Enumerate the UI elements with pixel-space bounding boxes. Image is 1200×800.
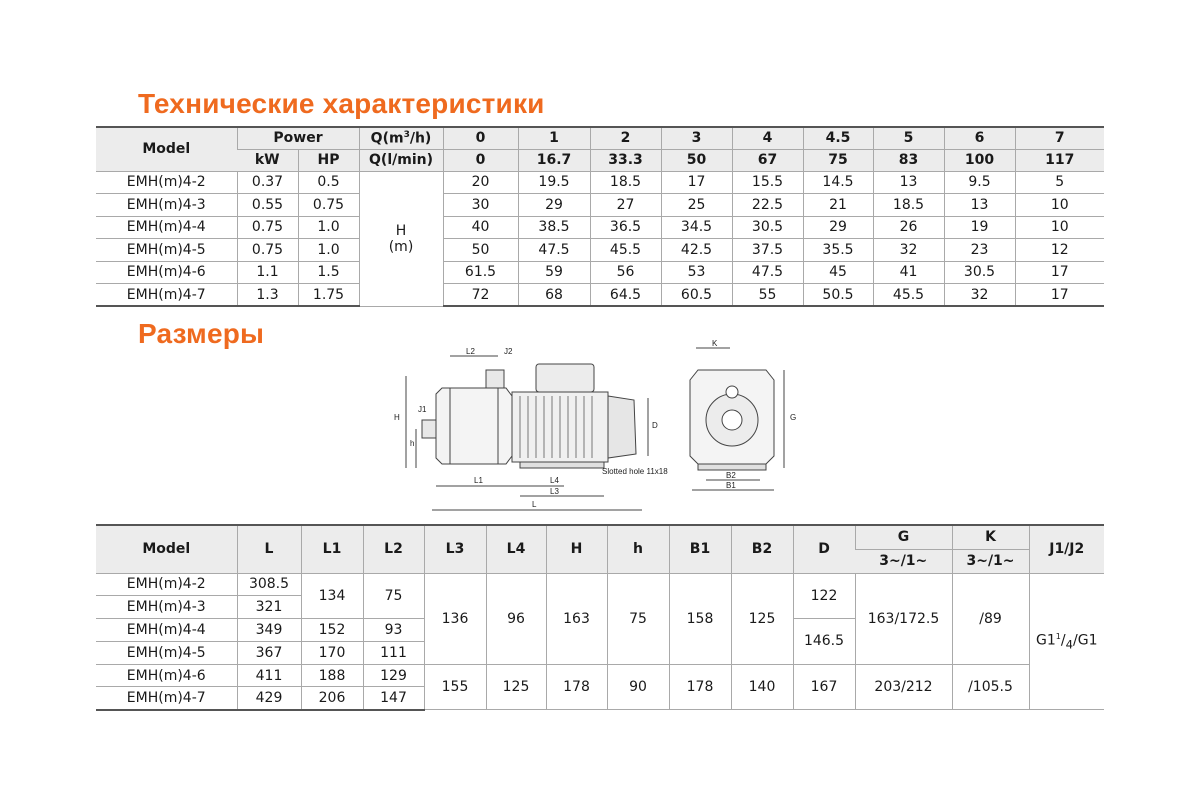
cell-l4: 96 — [486, 573, 546, 664]
cell-head-value: 10 — [1015, 194, 1104, 217]
col-subheader-k: 3~/1~ — [952, 549, 1029, 573]
col-header-g: G — [855, 525, 952, 549]
head-symbol: H — [395, 222, 407, 239]
cell-head-value: 27 — [590, 194, 661, 217]
dimensions-header-row-1 — [96, 525, 1104, 549]
col-header-b2: B2 — [731, 525, 793, 573]
col-header-power: Power — [237, 127, 359, 149]
cell-kw: 0.37 — [237, 171, 298, 194]
cell-head-value: 32 — [944, 284, 1015, 307]
cell-head-value: 30.5 — [944, 261, 1015, 284]
cell-b1: 158 — [669, 573, 731, 664]
q-lmin-value: 117 — [1015, 149, 1104, 171]
q-m3h-value: 4.5 — [803, 127, 873, 149]
head-unit: (m) — [388, 238, 414, 255]
col-header-l4: L4 — [486, 525, 546, 573]
cell-j1-j2: $G1^1/_4/G1$ — [1029, 573, 1104, 710]
cell-head-value: 14.5 — [803, 171, 873, 194]
cell-head-value: 13 — [873, 171, 944, 194]
table-row — [96, 664, 1104, 687]
cell-kw: 1.1 — [237, 261, 298, 284]
cell-d: 146.5 — [793, 619, 855, 665]
cell-l2: 75 — [363, 573, 424, 619]
table-row — [96, 284, 1104, 307]
cell-g: 163/172.5 — [855, 573, 952, 664]
cell-l: 367 — [237, 641, 301, 664]
dim-label-l3: L3 — [550, 487, 559, 496]
col-subheader-g: 3~/1~ — [855, 549, 952, 573]
cell-head-value: 30.5 — [732, 216, 803, 239]
cell-head-value: 9.5 — [944, 171, 1015, 194]
table-row — [96, 261, 1104, 284]
q-lmin-value: 67 — [732, 149, 803, 171]
cell-hp: 0.5 — [298, 171, 359, 194]
q-m3h-value: 4 — [732, 127, 803, 149]
cell-d: 122 — [793, 573, 855, 619]
cell-head-value: 45.5 — [873, 284, 944, 307]
dim-label-k: K — [712, 339, 718, 348]
dim-label-l4: L4 — [550, 476, 559, 485]
col-header-q-lmin: Q(l/min) — [359, 149, 443, 171]
cell-model: EMH(m)4-6 — [96, 664, 237, 687]
cell-d: 167 — [793, 664, 855, 710]
cell-k: /105.5 — [952, 664, 1029, 710]
cell-model: EMH(m)4-4 — [96, 216, 237, 239]
col-header-h-cap: H — [546, 525, 607, 573]
q-m3h-value: 5 — [873, 127, 944, 149]
cell-head-value: 19 — [944, 216, 1015, 239]
cell-head-value: 56 — [590, 261, 661, 284]
table-row — [96, 573, 1104, 596]
col-header-l3: L3 — [424, 525, 486, 573]
cell-head-value: 45 — [803, 261, 873, 284]
dim-label-j1: J1 — [418, 405, 427, 414]
cell-head-value: 64.5 — [590, 284, 661, 307]
cell-head-value: 15.5 — [732, 171, 803, 194]
table-row — [96, 171, 1104, 194]
cell-kw: 0.75 — [237, 216, 298, 239]
dim-label-h-cap: H — [394, 413, 400, 422]
cell-l1: 188 — [301, 664, 363, 687]
cell-head-value: 68 — [518, 284, 590, 307]
q-m3h-value: 1 — [518, 127, 590, 149]
cell-hp: 1.75 — [298, 284, 359, 307]
cell-head-value: 42.5 — [661, 239, 732, 262]
cell-kw: 0.75 — [237, 239, 298, 262]
cell-model: EMH(m)4-7 — [96, 284, 237, 307]
q-lmin-value: 100 — [944, 149, 1015, 171]
cell-head-value: 60.5 — [661, 284, 732, 307]
cell-head-value: 18.5 — [590, 171, 661, 194]
section-title-dimensions: Размеры — [138, 318, 265, 349]
cell-head-value: 22.5 — [732, 194, 803, 217]
cell-model: EMH(m)4-6 — [96, 261, 237, 284]
cell-model: EMH(m)4-3 — [96, 596, 237, 619]
q-m3h-value: 3 — [661, 127, 732, 149]
cell-head-label — [359, 171, 443, 306]
cell-l: 349 — [237, 619, 301, 642]
q-m3h-value: 2 — [590, 127, 661, 149]
section-title-specs: Технические характеристики — [138, 88, 545, 119]
cell-head-value: 17 — [661, 171, 732, 194]
cell-head-value: 32 — [873, 239, 944, 262]
col-header-d: D — [793, 525, 855, 573]
cell-head-value: 40 — [443, 216, 518, 239]
q-lmin-value: 0 — [443, 149, 518, 171]
cell-model: EMH(m)4-5 — [96, 641, 237, 664]
cell-head-value: 23 — [944, 239, 1015, 262]
col-header-hp: HP — [298, 149, 359, 171]
cell-l: 429 — [237, 687, 301, 710]
cell-head-value: 5 — [1015, 171, 1104, 194]
cell-model: EMH(m)4-7 — [96, 687, 237, 710]
col-header-q-m3h: $Q(m^3/h)$ — [359, 127, 443, 149]
cell-head-value: 20 — [443, 171, 518, 194]
performance-header-row-2 — [96, 149, 1104, 171]
dim-label-b1: B1 — [726, 481, 736, 490]
cell-hp: 1.0 — [298, 239, 359, 262]
cell-head-value: 29 — [803, 216, 873, 239]
cell-head-value: 41 — [873, 261, 944, 284]
cell-model: EMH(m)4-2 — [96, 573, 237, 596]
cell-head-value: 72 — [443, 284, 518, 307]
q-lmin-value: 83 — [873, 149, 944, 171]
col-header-b1: B1 — [669, 525, 731, 573]
col-header-l2: L2 — [363, 525, 424, 573]
q-lmin-value: 33.3 — [590, 149, 661, 171]
dim-label-b2: B2 — [726, 471, 736, 480]
cell-l2: 129 — [363, 664, 424, 687]
dim-label-g: G — [790, 413, 797, 422]
cell-head-value: 36.5 — [590, 216, 661, 239]
cell-model: EMH(m)4-4 — [96, 619, 237, 642]
cell-head-value: 50 — [443, 239, 518, 262]
q-lmin-value: 16.7 — [518, 149, 590, 171]
cell-model: EMH(m)4-5 — [96, 239, 237, 262]
dim-label-l: L — [532, 500, 537, 509]
cell-model: EMH(m)4-2 — [96, 171, 237, 194]
col-header-l: L — [237, 525, 301, 573]
cell-head-value: 45.5 — [590, 239, 661, 262]
q-m3h-value: 6 — [944, 127, 1015, 149]
cell-l: 308.5 — [237, 573, 301, 596]
cell-g: 203/212 — [855, 664, 952, 710]
cell-l: 321 — [237, 596, 301, 619]
cell-l3: 155 — [424, 664, 486, 710]
cell-head-value: 47.5 — [518, 239, 590, 262]
table-row — [96, 216, 1104, 239]
cell-head-value: 37.5 — [732, 239, 803, 262]
cell-head-value: 25 — [661, 194, 732, 217]
cell-l2: 147 — [363, 687, 424, 710]
cell-head-value: 61.5 — [443, 261, 518, 284]
cell-hp: 1.0 — [298, 216, 359, 239]
cell-head-value: 17 — [1015, 261, 1104, 284]
q-lmin-value: 50 — [661, 149, 732, 171]
dimensions-table — [96, 524, 1104, 711]
cell-h: 75 — [607, 573, 669, 664]
cell-head-value: 38.5 — [518, 216, 590, 239]
cell-l1: 134 — [301, 573, 363, 619]
q-lmin-value: 75 — [803, 149, 873, 171]
cell-h: 90 — [607, 664, 669, 710]
col-header-k: K — [952, 525, 1029, 549]
cell-head-value: 53 — [661, 261, 732, 284]
cell-b1: 178 — [669, 664, 731, 710]
q-m3h-value: 7 — [1015, 127, 1104, 149]
table-row — [96, 194, 1104, 217]
cell-head-value: 55 — [732, 284, 803, 307]
col-header-kw: kW — [237, 149, 298, 171]
cell-hp: 0.75 — [298, 194, 359, 217]
cell-head-value: 18.5 — [873, 194, 944, 217]
cell-l1: 206 — [301, 687, 363, 710]
cell-head-value: 50.5 — [803, 284, 873, 307]
cell-head-value: 13 — [944, 194, 1015, 217]
dim-label-h: h — [410, 439, 415, 448]
q-m3h-value: 0 — [443, 127, 518, 149]
cell-k: /89 — [952, 573, 1029, 664]
cell-l2: 111 — [363, 641, 424, 664]
cell-head-value: 17 — [1015, 284, 1104, 307]
performance-header-row-1 — [96, 127, 1104, 149]
cell-l3: 136 — [424, 573, 486, 664]
cell-kw: 1.3 — [237, 284, 298, 307]
cell-h-cap: 163 — [546, 573, 607, 664]
table-row — [96, 239, 1104, 262]
cell-l: 411 — [237, 664, 301, 687]
cell-l1: 152 — [301, 619, 363, 642]
dim-label-l2: L2 — [466, 347, 475, 356]
cell-l1: 170 — [301, 641, 363, 664]
cell-hp: 1.5 — [298, 261, 359, 284]
col-header-model: Model — [96, 525, 237, 573]
col-header-model: Model — [96, 127, 237, 171]
cell-head-value: 35.5 — [803, 239, 873, 262]
cell-head-value: 19.5 — [518, 171, 590, 194]
cell-head-value: 10 — [1015, 216, 1104, 239]
cell-b2: 125 — [731, 573, 793, 664]
col-header-h: h — [607, 525, 669, 573]
cell-h-cap: 178 — [546, 664, 607, 710]
dim-label-d: D — [652, 421, 658, 430]
cell-head-value: 12 — [1015, 239, 1104, 262]
col-header-j1-j2: J1/J2 — [1029, 525, 1104, 573]
cell-kw: 0.55 — [237, 194, 298, 217]
cell-head-value: 30 — [443, 194, 518, 217]
cell-head-value: 59 — [518, 261, 590, 284]
performance-table — [96, 126, 1104, 307]
pump-dimension-drawing — [380, 336, 820, 522]
dim-label-l1: L1 — [474, 476, 483, 485]
dim-label-slotted-hole: Slotted hole 11x18 — [602, 467, 668, 476]
dim-label-j2: J2 — [504, 347, 513, 356]
cell-head-value: 29 — [518, 194, 590, 217]
cell-l4: 125 — [486, 664, 546, 710]
cell-l2: 93 — [363, 619, 424, 642]
cell-head-value: 47.5 — [732, 261, 803, 284]
cell-model: EMH(m)4-3 — [96, 194, 237, 217]
cell-head-value: 34.5 — [661, 216, 732, 239]
cell-head-value: 21 — [803, 194, 873, 217]
col-header-l1: L1 — [301, 525, 363, 573]
cell-b2: 140 — [731, 664, 793, 710]
cell-head-value: 26 — [873, 216, 944, 239]
